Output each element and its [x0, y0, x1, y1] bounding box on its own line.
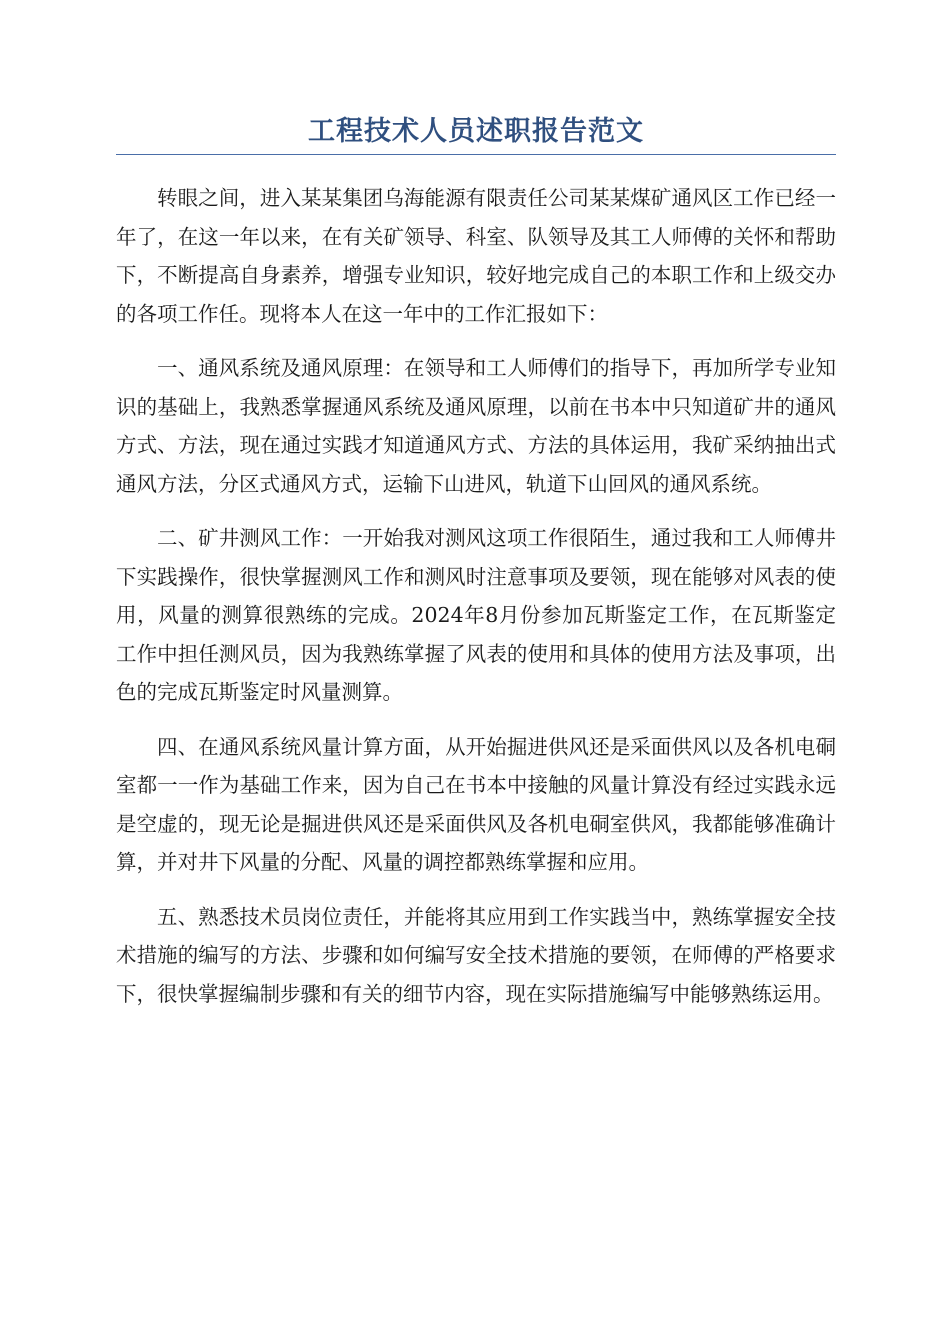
paragraph-wind-measurement: 二、矿井测风工作：一开始我对测风这项工作很陌生，通过我和工人师傅井下实践操作，很快掌握测风工作和测风时注意事项及要领，现在能够对风表的使用，风量的测算很熟练的完成。2024年8月份参加瓦斯鉴定工作，在瓦斯鉴定工作中担任测风员，因为我熟练掌握了风表的使用和具体的使用方法及事项，出色的完成瓦斯鉴定时风量测算。 [116, 526, 836, 704]
document-page [116, 112, 836, 1029]
paragraph-ventilation-system: 一、通风系统及通风原理：在领导和工人师傅们的指导下，再加所学专业知识的基础上，我熟悉掌握通风系统及通风原理，以前在书本中只知道矿井的通风方式、方法，现在通过实践才知道通风方式、方法的具体运用，我矿采纳抽出式通风方法，分区式通风方式，运输下山进风，轨道下山回风的通风系统。 [116, 356, 836, 496]
paragraph-airflow-calculation: 四、在通风系统风量计算方面，从开始掘进供风还是采面供风以及各机电硐室都一一作为基础工作来，因为自己在书本中接触的风量计算没有经过实践永远是空虚的，现无论是掘进供风还是采面供风及各机电硐室供风，我都能够准确计算，并对井下风量的分配、风量的调控都熟练掌握和应用。 [116, 734, 836, 874]
paragraph-technician-duties: 五、熟悉技术员岗位责任，并能将其应用到工作实践当中，熟练掌握安全技术措施的编写的方法、步骤和如何编写安全技术措施的要领，在师傅的严格要求下，很快掌握编制步骤和有关的细节内容，现在实际措施编写中能够熟练运用。 [116, 904, 836, 1006]
paragraph-intro: 转眼之间，进入某某集团乌海能源有限责任公司某某煤矿通风区工作已经一年了，在这一年以来，在有关矿领导、科室、队领导及其工人师傅的关怀和帮助下，不断提高自身素养，增强专业知识，较好地完成自己的本职工作和上级交办的各项工作任。现将本人在这一年中的工作汇报如下： [116, 186, 836, 326]
document-title: 工程技术人员述职报告范文 [308, 116, 644, 147]
title-underline [116, 154, 836, 155]
